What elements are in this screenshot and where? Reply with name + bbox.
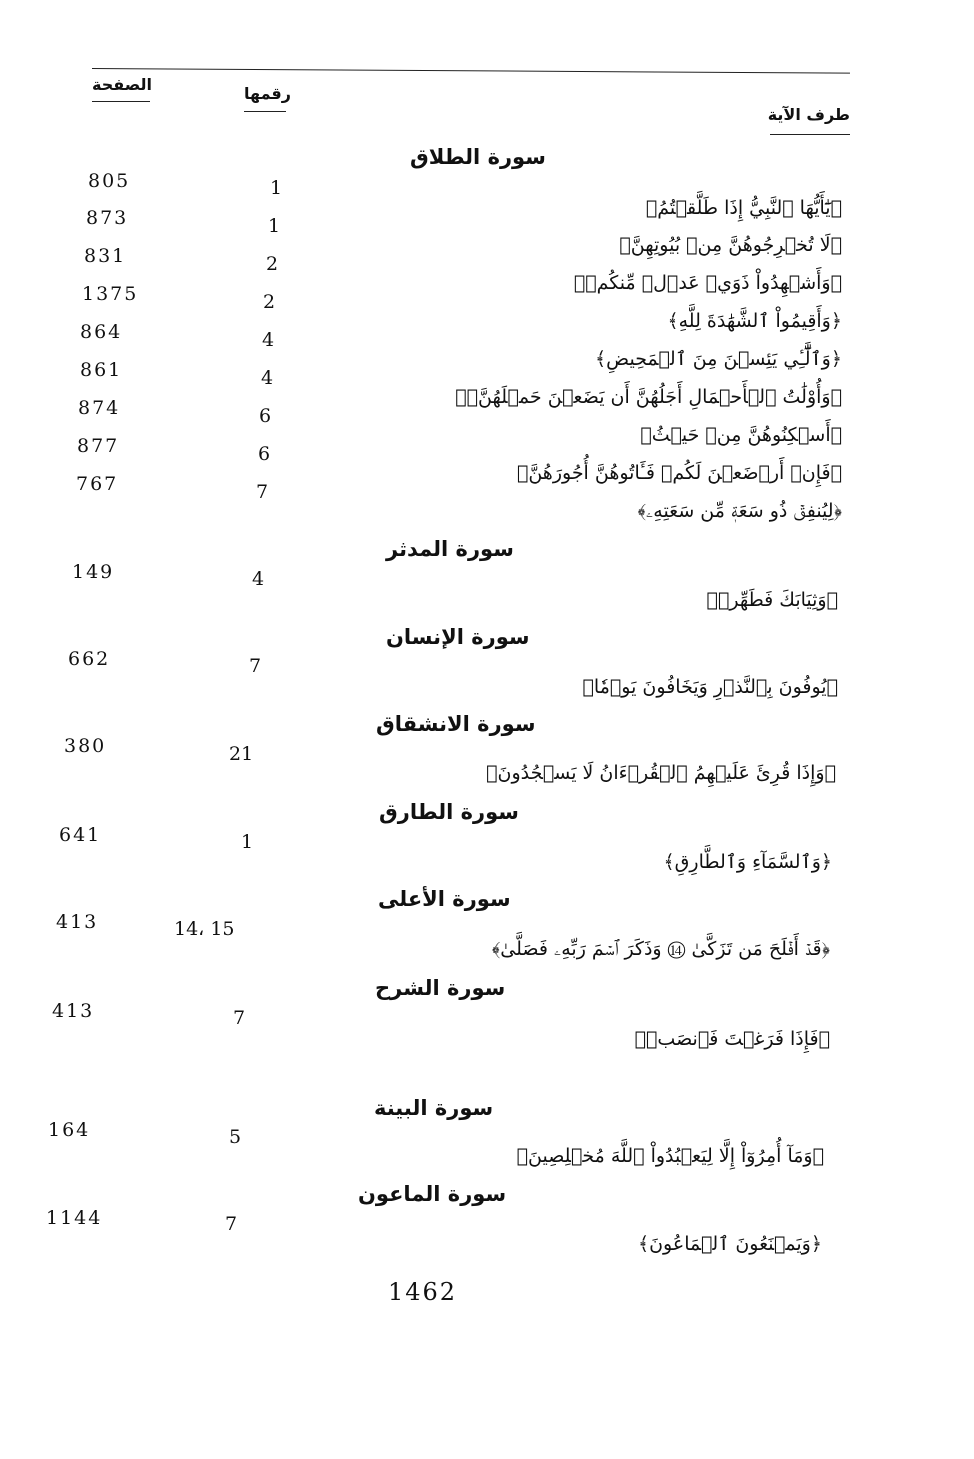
surah-title: سورة الطارق bbox=[379, 800, 519, 824]
verse-excerpt: ﴿أَسۡكِنُوهُنَّ مِنۡ حَيۡثُ﴾ bbox=[640, 424, 842, 446]
verse-excerpt: ﴿قَدۡ أَفۡلَحَ مَن تَزَكَّىٰ ⑭ وَذَكَرَ ٱسۡمَ رَبِّهِۦ فَصَلَّىٰ﴾ bbox=[491, 938, 830, 960]
ayah-number: 2 bbox=[263, 291, 276, 313]
page-reference: 873 bbox=[86, 207, 129, 229]
page-reference: 164 bbox=[48, 1119, 91, 1141]
verse-excerpt: ﴿وَإِذَا قُرِئَ عَلَيۡهِمُ ٱلۡقُرۡءَانُ لَا يَسۡجُدُونَ﴾ bbox=[486, 762, 836, 784]
verse-excerpt: ﴿وَثِيَابَكَ فَطَهِّرۡ﴾ bbox=[706, 589, 838, 611]
surah-title: سورة الإنسان bbox=[386, 625, 530, 649]
verse-excerpt: ﴿يَٰٓأَيُّهَا ٱلنَّبِيُّ إِذَا طَلَّقۡتُمُ﴾ bbox=[645, 197, 842, 219]
surah-title: سورة الماعون bbox=[358, 1182, 507, 1206]
header-ayah-underline bbox=[244, 111, 286, 112]
verse-excerpt: ﴿وَأَشۡهِدُواْ ذَوَيۡ عَدۡلٖ مِّنكُمۡ﴾ bbox=[573, 272, 842, 294]
surah-title: سورة الانشقاق bbox=[376, 712, 536, 736]
verse-excerpt: ﴿يُوفُونَ بِٱلنَّذۡرِ وَيَخَافُونَ يَوۡمٗا﴾ bbox=[582, 676, 838, 698]
page-reference: 413 bbox=[56, 911, 99, 933]
ayah-number: 1 bbox=[270, 177, 283, 199]
page-reference: 767 bbox=[76, 473, 119, 495]
page-reference: 831 bbox=[84, 245, 127, 267]
page-reference: 641 bbox=[59, 824, 102, 846]
page-reference: 149 bbox=[72, 561, 115, 583]
page-reference: 413 bbox=[52, 1000, 95, 1022]
ayah-number: 4 bbox=[261, 367, 274, 389]
verse-excerpt: ﴿وَٱلسَّمَآءِ وَٱلطَّارِقِ﴾ bbox=[663, 851, 832, 873]
ayah-number: 4 bbox=[252, 568, 265, 590]
verse-excerpt: ﴿فَإِذَا فَرَغۡتَ فَٱنصَبۡ﴾ bbox=[634, 1028, 830, 1050]
page-reference: 1375 bbox=[82, 283, 139, 305]
header-rule bbox=[92, 68, 850, 74]
ayah-number: 4 bbox=[262, 329, 275, 351]
header-verse-column: طرف الآية bbox=[767, 105, 850, 124]
ayah-number: 6 bbox=[259, 405, 272, 427]
surah-title: سورة الشرح bbox=[375, 976, 506, 1000]
verse-excerpt: ﴿وَأَقِيمُواْ ٱلشَّهَٰدَةَ لِلَّهِ﴾ bbox=[667, 310, 842, 332]
page-reference: 864 bbox=[80, 321, 123, 343]
verse-excerpt: ﴿لَا تُخۡرِجُوهُنَّ مِنۢ بُيُوتِهِنَّ﴾ bbox=[619, 234, 842, 256]
header-page-column: الصفحة bbox=[92, 75, 153, 94]
page-number: 1462 bbox=[388, 1278, 458, 1306]
page-reference: 877 bbox=[77, 435, 120, 457]
verse-excerpt: ﴿فَإِنۡ أَرۡضَعۡنَ لَكُمۡ فَـَٔاتُوهُنَّ أُجُورَهُنَّ﴾ bbox=[516, 462, 842, 484]
ayah-number: 5 bbox=[229, 1126, 242, 1148]
page-reference: 874 bbox=[78, 397, 121, 419]
ayah-number: 14، 15 bbox=[174, 918, 235, 940]
page-reference: 805 bbox=[88, 170, 131, 192]
page-reference: 380 bbox=[64, 735, 107, 757]
header-page-underline bbox=[92, 101, 150, 102]
ayah-number: 6 bbox=[258, 443, 271, 465]
verse-excerpt: ﴿وَيَمۡنَعُونَ ٱلۡمَاعُونَ﴾ bbox=[637, 1233, 822, 1255]
verse-excerpt: ﴿وَأُوْلَٰتُ ٱلۡأَحۡمَالِ أَجَلُهُنَّ أَن يَضَعۡنَ حَمۡلَهُنَّۚ﴾ bbox=[455, 386, 842, 408]
page-reference: 662 bbox=[68, 648, 111, 670]
surah-title: سورة الطلاق bbox=[410, 145, 546, 169]
surah-title: سورة البينة bbox=[374, 1096, 494, 1120]
page-reference: 861 bbox=[80, 359, 123, 381]
verse-excerpt: ﴿وَٱلَّٰٓـِٔي يَئِسۡنَ مِنَ ٱلۡمَحِيضِ﴾ bbox=[595, 348, 842, 370]
surah-title: سورة المدثر bbox=[386, 537, 514, 561]
ayah-number: 7 bbox=[249, 655, 262, 677]
ayah-number: 2 bbox=[266, 253, 279, 275]
ayah-number: 1 bbox=[268, 215, 281, 237]
ayah-number: 7 bbox=[256, 481, 269, 503]
ayah-number: 21 bbox=[229, 743, 254, 765]
surah-title: سورة الأعلى bbox=[378, 887, 511, 911]
verse-excerpt: ﴿لِيُنفِقۡ ذُو سَعَةٖ مِّن سَعَتِهِۦ﴾ bbox=[637, 500, 842, 522]
ayah-number: 7 bbox=[225, 1213, 238, 1235]
ayah-number: 7 bbox=[233, 1007, 246, 1029]
ayah-number: 1 bbox=[241, 831, 254, 853]
header-ayah-column: رقمها bbox=[244, 84, 291, 103]
header-verse-underline bbox=[770, 134, 850, 135]
page-reference: 1144 bbox=[46, 1207, 103, 1229]
verse-excerpt: ﴿وَمَآ أُمِرُوٓاْ إِلَّا لِيَعۡبُدُواْ ٱللَّهَ مُخۡلِصِينَ﴾ bbox=[516, 1145, 824, 1167]
